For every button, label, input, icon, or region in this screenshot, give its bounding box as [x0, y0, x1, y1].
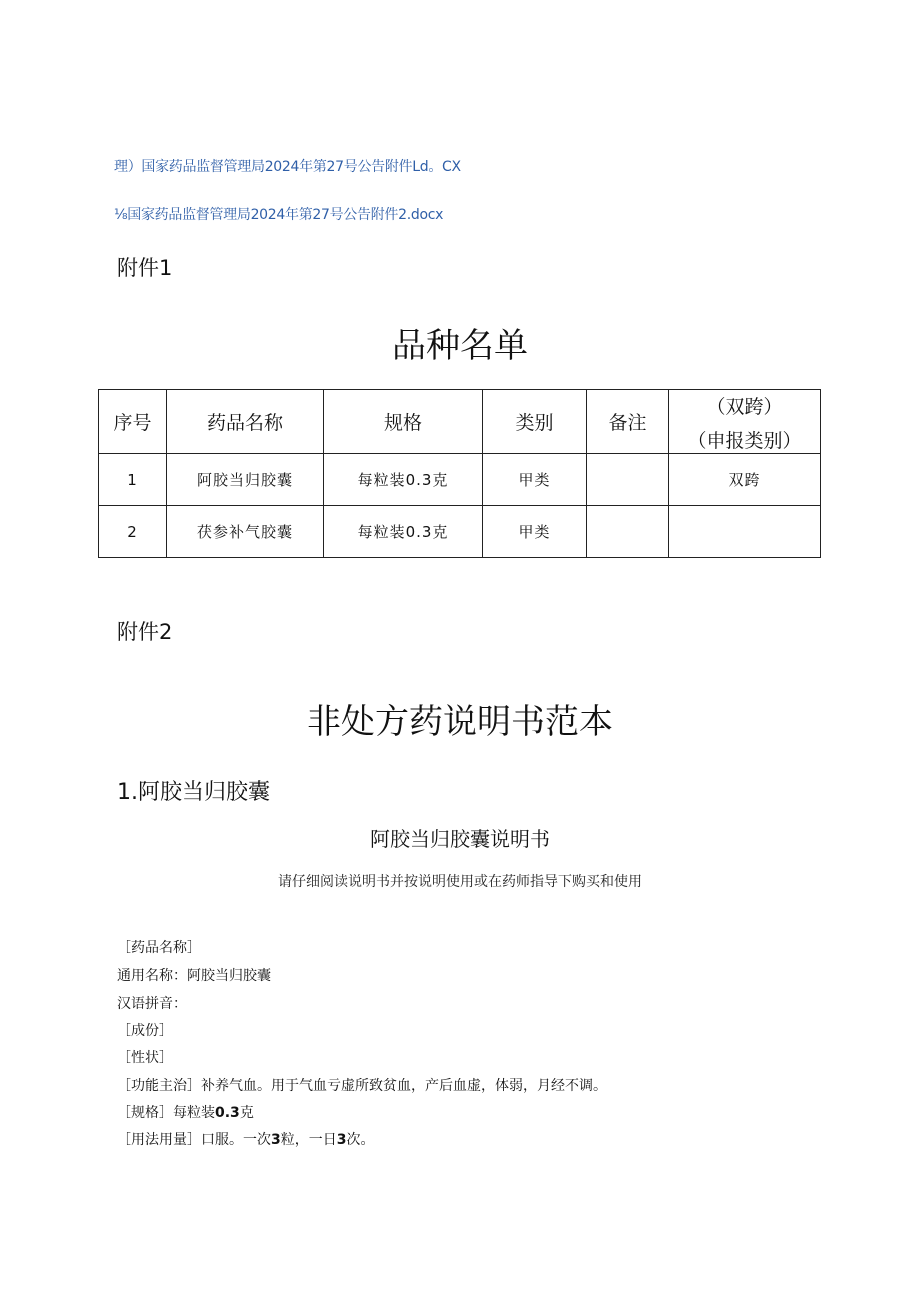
table-row: [99, 454, 821, 506]
cell-index: 2: [99, 506, 167, 558]
field-drug-name-heading: ［药品名称］: [117, 940, 201, 956]
cell-index: 1: [99, 454, 167, 506]
header-category: 类别: [483, 390, 587, 454]
spec-unit: 克: [239, 1105, 254, 1121]
otc-leaflet-template-title: 非处方药说明书范本: [307, 702, 613, 742]
variety-list-title: 品种名单: [392, 326, 528, 366]
annex-2-label: 附件2: [117, 620, 173, 644]
variety-table: [98, 389, 821, 558]
field-generic-name: 通用名称：阿胶当归胶囊: [117, 968, 271, 984]
header-dual-category: [669, 390, 821, 454]
field-specification: [117, 1102, 254, 1122]
dosage-middle: 粒，一日: [280, 1132, 337, 1148]
field-pinyin: 汉语拼音：: [117, 996, 187, 1012]
header-dual-category-text: （双跨） （申报类别）: [687, 396, 802, 452]
header-spec: 规格: [324, 390, 483, 454]
leaflet-title: 阿胶当归胶囊说明书: [370, 827, 550, 851]
field-appearance: ［性状］: [117, 1050, 173, 1066]
cell-spec: 每粒装0.3克: [324, 506, 483, 558]
cell-dual-category: [669, 506, 821, 558]
spec-amount: 0.3: [215, 1105, 240, 1121]
cell-category: 甲类: [483, 506, 587, 558]
attachment-link-2[interactable]: ⅛国家药品监督管理局2024年第27号公告附件2.docx: [114, 207, 444, 223]
attachment-link-1[interactable]: 理）国家药品监督管理局2024年第27号公告附件Ld。CX: [114, 159, 461, 175]
header-index: 序号: [99, 390, 167, 454]
annex-1-label: 附件1: [117, 256, 173, 280]
section-title: 1.阿胶当归胶囊: [117, 780, 270, 805]
dosage-frequency: 3: [336, 1132, 347, 1148]
cell-remark: [587, 506, 669, 558]
header-remark: 备注: [587, 390, 669, 454]
leaflet-notice: 请仔细阅读说明书并按说明使用或在药师指导下购买和使用: [278, 874, 642, 890]
dosage-suffix: 次。: [346, 1132, 375, 1148]
cell-drug-name: 茯参补气胶囊: [167, 506, 324, 558]
cell-remark: [587, 454, 669, 506]
table-row: [99, 506, 821, 558]
cell-dual-category: 双跨: [669, 454, 821, 506]
dosage-prefix: ［用法用量］口服。一次: [117, 1132, 271, 1148]
dosage-count: 3: [271, 1132, 281, 1148]
field-dosage: [117, 1129, 375, 1149]
field-indications: ［功能主治］补养气血。用于气血亏虚所致贫血，产后血虚，体弱，月经不调。: [117, 1078, 607, 1094]
cell-spec: 每粒装0.3克: [324, 454, 483, 506]
field-ingredients: ［成份］: [117, 1023, 173, 1039]
table-header-row: [99, 390, 821, 454]
spec-prefix: ［规格］每粒装: [117, 1105, 215, 1121]
cell-category: 甲类: [483, 454, 587, 506]
header-drug-name: 药品名称: [167, 390, 324, 454]
cell-drug-name: 阿胶当归胶囊: [167, 454, 324, 506]
